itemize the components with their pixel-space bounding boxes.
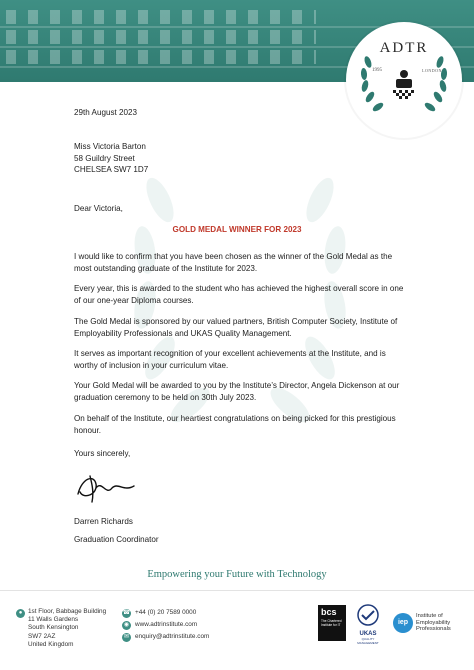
footer-divider bbox=[0, 590, 474, 591]
ukas-logo-text: UKAS bbox=[359, 631, 377, 637]
location-pin-icon: ● bbox=[16, 609, 25, 618]
iep-caption: Institute of Employability Professionals bbox=[416, 613, 451, 633]
ukas-logo bbox=[353, 604, 383, 645]
letter-paragraph: On behalf of the Institute, our heartiest congratulations on being picked for this prestigious honour. bbox=[74, 414, 396, 435]
recipient-street: 58 Guildry Street bbox=[74, 153, 135, 163]
email-icon: ✉ bbox=[123, 634, 130, 640]
iep-logo-text: iep bbox=[397, 619, 409, 626]
letter-paragraph: The Gold Medal is sponsored by our valued partners, British Computer Society, Institute of Employability Professionals and UKAS Quality Management. bbox=[74, 317, 398, 338]
footer-email[interactable]: enquiry@adtrinstitute.com bbox=[135, 633, 210, 640]
address-line: South Kensington bbox=[28, 624, 79, 632]
salutation: Dear Victoria, bbox=[74, 204, 123, 213]
crown-tick-icon bbox=[353, 604, 383, 626]
address-line: SW7 2AZ bbox=[28, 632, 56, 640]
address-line: 11 Walls Gardens bbox=[28, 616, 79, 624]
signatory-title: Graduation Coordinator bbox=[74, 535, 159, 544]
building-windows-decoration bbox=[6, 10, 316, 24]
footer-address bbox=[28, 608, 106, 649]
closing: Yours sincerely, bbox=[74, 449, 131, 458]
footer-website[interactable]: www.adtrinstitute.com bbox=[135, 621, 198, 628]
letter-paragraph: Your Gold Medal will be awarded to you by the Institute’s Director, Angela Dickenson at our graduation ceremony to be held on 30th July 2023. bbox=[74, 381, 400, 402]
bcs-logo bbox=[318, 605, 346, 641]
handwritten-signature bbox=[72, 470, 142, 504]
iep-logo bbox=[393, 613, 413, 633]
footer-phone[interactable]: +44 (0) 20 7589 0000 bbox=[135, 609, 197, 616]
recipient-address bbox=[74, 141, 148, 176]
bcs-logo-text: bcs bbox=[321, 607, 337, 617]
letter-date: 29th August 2023 bbox=[74, 108, 138, 117]
recipient-city: CHELSEA SW7 1D7 bbox=[74, 165, 149, 174]
address-line: United Kingdom bbox=[28, 640, 74, 648]
letter-paragraph: I would like to confirm that you have been chosen as the winner of the Gold Medal as the most outstanding graduate of the Institute for 2023. bbox=[74, 252, 393, 273]
tagline: Empowering your Future with Technology bbox=[147, 569, 327, 580]
letter-paragraph: It serves as important recognition of your excellent achievements at the Institute, and is worthy of inclusion in your curriculum vitae. bbox=[74, 349, 386, 370]
ukas-caption: QUALITY MANAGEMENT bbox=[357, 637, 379, 645]
letter-subject: GOLD MEDAL WINNER FOR 2023 bbox=[172, 225, 302, 234]
logo-wordmark: ADTR bbox=[379, 40, 429, 56]
logo-city: LONDON bbox=[422, 68, 442, 73]
signatory-name: Darren Richards bbox=[74, 517, 133, 526]
institute-logo bbox=[346, 22, 462, 138]
letter-paragraph: Every year, this is awarded to the student who has achieved the highest overall score in one of our one-year Diploma courses. bbox=[74, 284, 404, 305]
bcs-caption: The Chartered Institute for IT bbox=[321, 619, 342, 627]
recipient-name: Miss Victoria Barton bbox=[74, 142, 146, 151]
address-line: 1st Floor, Babbage Building bbox=[28, 608, 107, 615]
logo-year: 1995 bbox=[372, 68, 382, 73]
building-windows-decoration bbox=[6, 50, 316, 64]
phone-icon: ☎ bbox=[122, 610, 131, 616]
building-windows-decoration bbox=[6, 30, 316, 44]
globe-icon: ◉ bbox=[123, 622, 130, 628]
